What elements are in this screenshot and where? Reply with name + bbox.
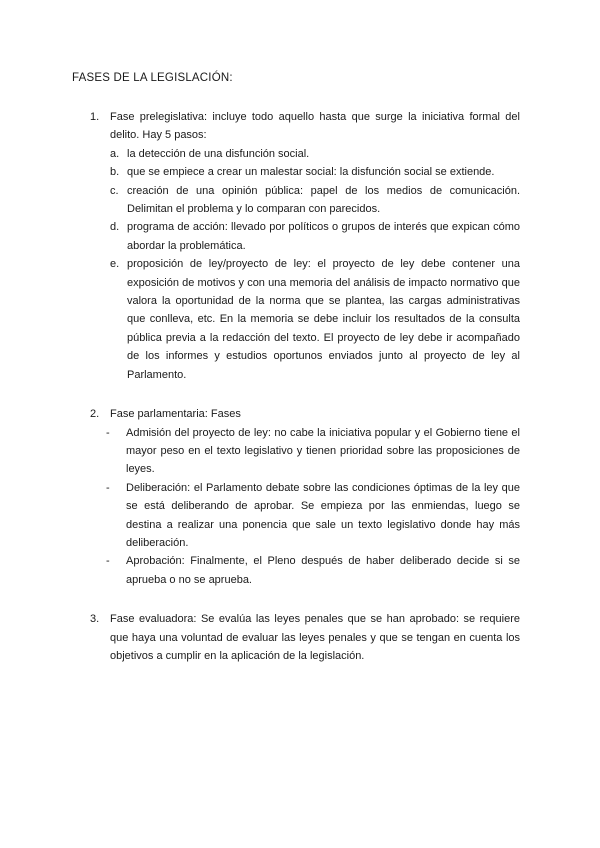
sub-list: [106, 424, 520, 590]
list-marker: e.: [110, 258, 120, 271]
phase-1: [72, 108, 520, 384]
phase-number: 1.: [90, 111, 100, 123]
phase-3: [72, 610, 520, 665]
list-item: [110, 255, 520, 384]
phase-text: Fase prelegislativa: incluye todo aquello hasta que surge la iniciativa formal del delito. Hay 5 pasos:: [110, 111, 520, 142]
list-item-text: Aprobación: Finalmente, el Pleno después de haber deliberado decide si se aprueba o no se aprueba.: [126, 555, 520, 586]
list-item-text: que se empiece a crear un malestar social: la disfunción social se extiende.: [127, 166, 495, 179]
list-item-text: creación de una opinión pública: papel de los medios de comunicación. Delimitan el problema y lo comparan con parecidos.: [127, 184, 520, 216]
list-item-text: programa de acción: llevado por políticos o grupos de interés que expican cómo abordar la problemática.: [127, 221, 520, 252]
list-marker: b.: [110, 166, 120, 179]
list-marker: a.: [110, 147, 120, 160]
list-item: [110, 163, 520, 181]
list-marker: -: [106, 555, 110, 568]
list-item-text: Deliberación: el Parlamento debate sobre las condiciones óptimas de la ley que se está deliberando de aprobar. Se empieza por las enmiendas, luego se destina a realizar una ponencia que sale un texto legislativo donde hay más deliberación.: [126, 481, 520, 549]
spacer: [72, 384, 520, 405]
spacer: [72, 589, 520, 610]
list-item-text: proposición de ley/proyecto de ley: el proyecto de ley debe contener una exposición de motivos y con una memoria del análisis de impacto normativo que valora la oportunidad de la norma que se plantea, las cargas administrativas que conlleva, etc. En la memoria se debe incluir los resultados de la consulta pública previa a la redacción del texto. El proyecto de ley debe ir acompañado de los informes y estudios oportunos enviados junto al proyecto de ley al Parlamento.: [127, 258, 520, 381]
list-marker: d.: [110, 221, 120, 234]
phase-text: Fase evaluadora: Se evalúa las leyes penales que se han aprobado: se requiere que haya una voluntad de evaluar las leyes penales y que se tengan en cuenta los objetivos a cumplir en la aplicación de la legislación.: [110, 613, 520, 662]
list-item-text: Admisión del proyecto de ley: no cabe la iniciativa popular y el Gobierno tiene el mayor peso en el texto legislativo y tienen prioridad sobre las proposiciones de leyes.: [126, 426, 520, 476]
sub-list: [110, 145, 520, 384]
list-marker: c.: [110, 184, 119, 197]
phase-number: 2.: [90, 408, 100, 421]
list-item: [110, 145, 520, 163]
document-title: FASES DE LA LEGISLACIÓN:: [72, 72, 233, 84]
phase-2: [72, 405, 520, 589]
list-item: [106, 424, 520, 479]
list-item-text: la detección de una disfunción social.: [127, 147, 310, 160]
list-item: [110, 218, 520, 255]
phase-text: Fase parlamentaria: Fases: [110, 408, 241, 421]
list-item: [110, 182, 520, 219]
list-item: [106, 552, 520, 589]
list-marker: -: [106, 426, 110, 439]
list-marker: -: [106, 481, 110, 494]
list-item: [106, 479, 520, 553]
phase-number: 3.: [90, 613, 100, 626]
